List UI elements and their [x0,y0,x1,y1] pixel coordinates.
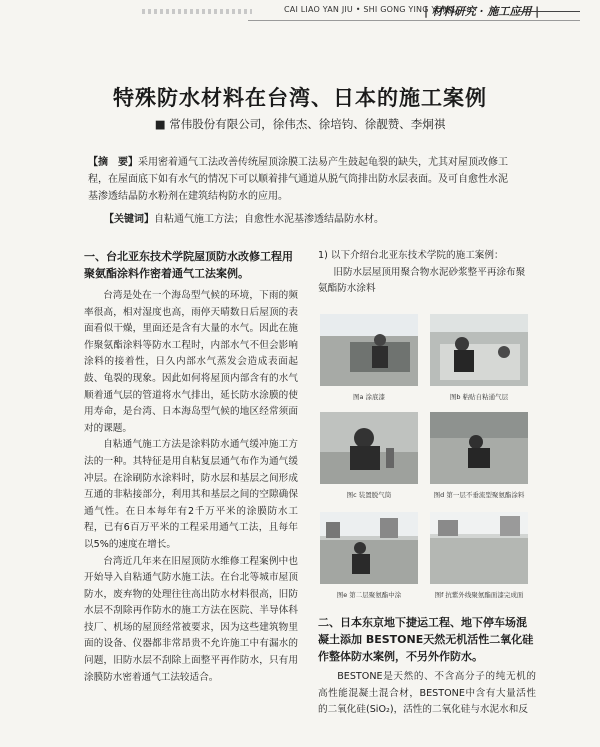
header-rule [518,11,580,12]
section1-heading: 一、台北亚东技术学院屋顶防水改修工程用聚氨酯涂料作密着通气工法案例。 [84,250,293,280]
abstract [88,154,516,205]
figure-caption: 图f 抗紫外线聚氨酯面漆完成面 [434,591,524,599]
right-column-intro [318,248,532,298]
section1-paragraph: 自粘通气施工方法是涂料防水通气缓冲施工方法的一种。其特征是用自粘复层通气布作为通气缓冲层。在涂刷防水涂料时，防水层和基层之间形成互通的非粘接部分，利用其和基层之间的空隙确保通气性。在日本每年有2千万平米的涂膜防水工程，已有6百万平米的工程采用通气工法，且每年以5%的速度在增长。 [84,439,298,550]
running-header [0,0,600,26]
article-authors: ■ 常伟股份有限公司，徐伟杰、徐培钧、徐靓赞、李炯祺 [154,117,446,131]
figure-caption: 图d 第一层不垂流型聚氨酯涂料 [433,491,525,499]
photo-vent-pipe [320,412,418,484]
abstract-label: 【摘 要】 [88,157,138,168]
photo-first-coat [430,412,528,484]
abstract-text: 采用密着通气工法改善传统屋顶涂膜工法易产生鼓起龟裂的缺失，尤其对屋顶改修工程，在屋面底下如有水气的情况下可以顺着排气通道从脱气筒排出防水层表面。及可自愈性水泥基渗透结晶防水粉剂在建筑结构防水的应用。 [88,157,508,202]
running-title: CAI LIAO YAN JIU • SHI GONG YING YONG [284,5,456,14]
section2-paragraph: BESTONE是天然的、不含高分子的纯无机的高性能混凝土混合材，BESTONE中含有大量活性的二氧化硅(SiO₂)，活性的二氧化硅与水泥水和反 [318,671,536,716]
section-label: | 材料研究 · 施工应用 | [424,5,540,18]
case-subtitle: 旧防水层屋顶用聚合物水泥砂浆整平再涂布聚氨酯防水涂料 [318,266,526,295]
section2-heading: 二、日本东京地下捷运工程、地下停车场混凝土添加 BESTONE天然无机活性二氧化硅作整体防水案例，不另外作防水。 [318,616,534,663]
keywords [104,210,524,225]
keywords-label: 【关键词】 [104,214,154,225]
photo-vent-layer [430,314,528,386]
photo-topcoat-finish [430,512,528,584]
section1-paragraph: 台湾近几年来在旧屋顶防水维修工程案例中也开始导入自粘通气防水施工法。在台北等城市屋顶防水，废弃物的处理往往高出防水材料很高，旧防水层不刮除再作防水的施工方法在医院、半导体科技厂、机场的屋顶经常被要求，因为这些建筑物里面的设备、仪器都非常昂贵不允许施工中有漏水的问题，旧防水层不刮除上面整平再作防水，只有用涂膜防水密着通气工法较适合。 [84,555,298,683]
header-dots [142,9,252,14]
article-title: 特殊防水材料在台湾、日本的施工案例 [113,85,487,110]
header-rule-long [248,20,580,21]
photo-second-coat [320,512,418,584]
section2 [318,614,536,719]
section1-paragraph: 台湾是处在一个海岛型气候的环境，下雨的频率很高，相对湿度也高，雨停天晴数日后屋顶的表面看似干燥，里面还是含有大量的水气。因此在施作聚氨酯涂料等防水工程时，内部水气不但会影响涂料的接着性，日久内部水气蒸发会造成表面起鼓、龟裂的现象。因此如何将屋顶内部含有的水气顺着通气层的管道将水气排出，延长防水涂膜的使用寿命，是台湾、日本海岛型气候的地区经常须面对的课题。 [84,290,298,434]
figure-caption: 图a 涂底漆 [352,393,386,401]
photo-primer [320,314,418,386]
figure-caption: 图e 第二层聚氨酯中涂 [336,591,402,599]
keywords-text: 自粘通气施工方法；自愈性水泥基渗透结晶防水材。 [154,214,384,225]
figure-caption: 图c 装置脱气筒 [346,491,392,499]
left-column [84,248,298,686]
case-intro: 1) 以下介绍台北亚东技术学院的施工案例： [318,250,504,261]
figure-caption: 图b 粘贴自粘通气层 [449,393,509,401]
